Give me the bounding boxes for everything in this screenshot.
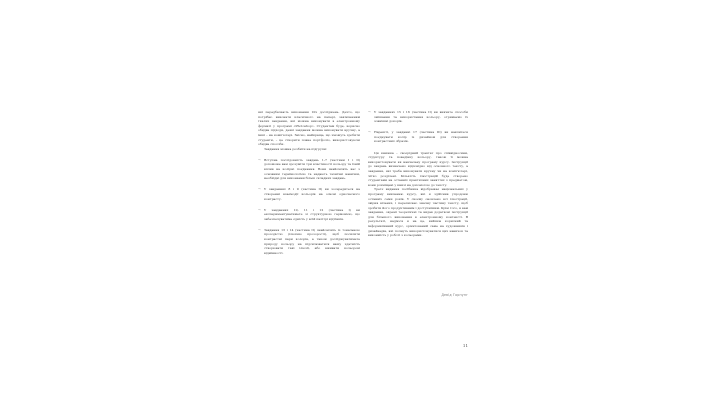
arrow-bullet-icon: →	[258, 187, 261, 192]
lead-in-text: Завдання можна розбити на підгрупи:	[264, 146, 327, 151]
list-item-text: У завданнях 10, 11 і 12 (частина I) ви експериментуватимете зі структурною гармонією, що забезпечуватиме єдність у всій палітрі відтінків.	[264, 207, 360, 221]
arrow-bullet-icon: →	[258, 207, 261, 212]
intro-paragraph: які передбачають виконання 10х досліджень. Дехто, що потрібно виконати класичного на папері, закінченням ткалих завдання, які можна виконувати в електронному форматі у програмі «Photoshop». Студентам буде, корисно обидва підходи, деякі завдання можна виконувати вручну, а інші – на комп'ютері. Звісно, найкраще, що зможуть зробити студенти, – це створити повне портфоліо, використовуючи обидва способи.	[258, 110, 360, 147]
list-item-text: У завданнях 15 і 16 (частина II) ви вивчите способи змішання та використання кольору, отримаємо їх зовнішні докорів.	[374, 110, 468, 124]
arrow-bullet-icon: →	[368, 110, 371, 114]
arrow-bullet-icon: →	[258, 227, 261, 232]
list-item	[258, 187, 360, 201]
left-bullet-list	[258, 158, 360, 256]
page-number: 11	[462, 343, 468, 348]
left-text-column	[258, 110, 360, 262]
body-paragraph: Ця книжка – своєрідний трактат про співвідносини, структуру та поведінку кольору, також її можна використовувати як навчальну програму курсу. Інструкції до завдань визначено відповідно від основного тексту, а завдання, які треба виконувати вручну чи на комп'ютері, чітко розділені. Кількість ілюстрацій буде створено студентами на останніх практичних заняттях з предметом, вони розміщені у книзі на допомогою до тексту.	[368, 150, 468, 187]
list-item	[368, 110, 468, 124]
list-item	[258, 228, 360, 256]
right-bullet-list	[368, 110, 468, 144]
author-signature: Девід Горнунг	[441, 293, 468, 297]
list-item-text: Завдання 13 і 14 (частина II) знайомлять із тональною прозорістю (ілюзією прозорості), щоб посилити контрастні пари колорів, а також досліджуватимете природу кольору на підсилюватися вашу здатність створювати такі ілюзії, або вживати кольорові відмінності.	[264, 227, 360, 255]
list-item-text: Вступна послідовність завдань 1-7 (частини I і II) допоможе вам зрозуміти три властивості кольору та їхній вплив на колірні поєднання. Вони знайомлять вас з основним термінологією та надають технічні навички, необхідні для виконання більш складних завдань.	[264, 157, 360, 181]
list-item	[258, 208, 360, 222]
list-item	[258, 158, 360, 181]
arrow-bullet-icon: →	[368, 130, 371, 135]
right-text-column	[368, 110, 468, 238]
arrow-bullet-icon: →	[258, 157, 261, 162]
list-item-text: У завданнях 8 і 9 (частина II) ви зосередитеся на створенні взаємодії кольорів на основі одночасного контрасту.	[264, 187, 360, 201]
body-paragraph: Третє видання посібника відображає національних у програму вивченню курсу, які я здійснив упродовж останніх семи років. У своєму оновлено всі ілюстрації, звірив вільних, і переписано значну частину тексту, щоб зробити його продуктивним і доступнішим. Крім того, я вам завдання, окремі теоретичні та видав додаткові інструкції для більшого виконання в електронному контексті. В результаті, надіюся я на це, вийшов корисний та інформативний курс, орієнтований саме на художників і дизайнерів, які почнуть використовуватися цих навичок та виконмість у роботі з кольорами.	[368, 187, 468, 238]
list-item-text: Нарешті, у завданні 17 (частина III) ви навчитеся поєднувати колір із дизайном для створення контрастних образів.	[374, 130, 468, 144]
list-item	[368, 130, 468, 144]
